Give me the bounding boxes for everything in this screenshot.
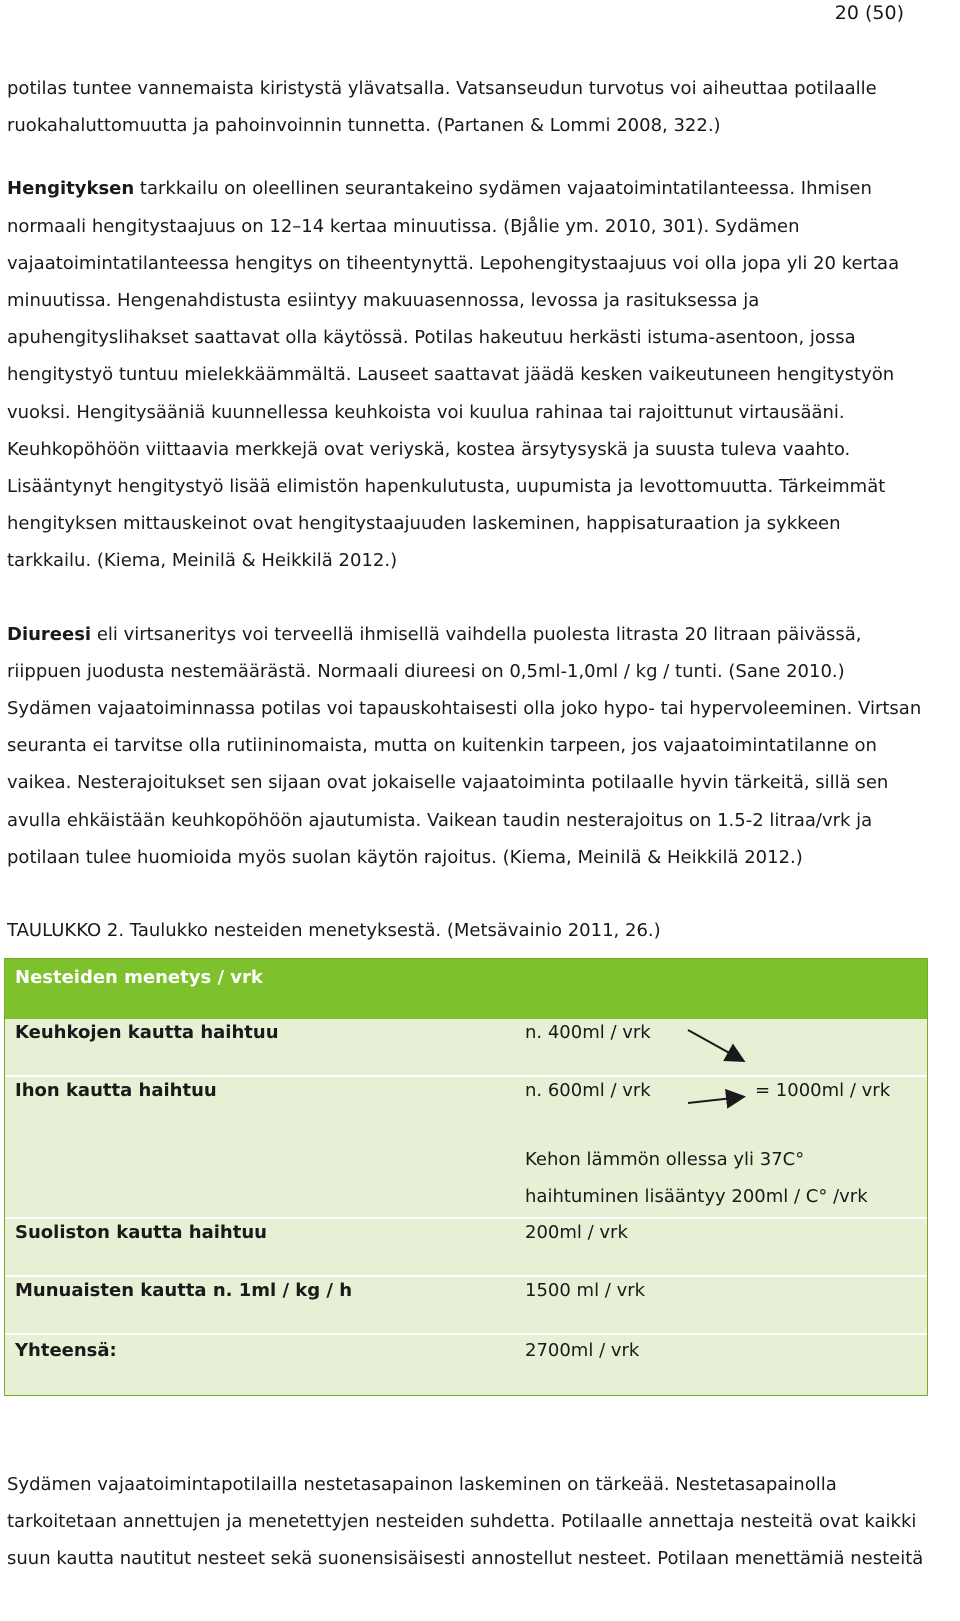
table-row (5, 1219, 927, 1277)
row-value: n. 600ml / vrk (525, 1080, 651, 1101)
row-label: Suoliston kautta haihtuu (15, 1222, 267, 1243)
paragraph-diuresis (7, 616, 927, 876)
table-header: Nesteiden menetys / vrk (5, 959, 927, 1019)
row-label: Yhteensä: (15, 1340, 117, 1361)
row-note: Kehon lämmön ollessa yli 37C° haihtuminen lisääntyy 200ml / C° /vrk (525, 1149, 868, 1207)
row-value: 200ml / vrk (525, 1222, 628, 1243)
row-label: Munuaisten kautta n. 1ml / kg / h (15, 1280, 353, 1301)
bottom-paragraph-wrap (7, 1466, 927, 1578)
row-value: 2700ml / vrk (525, 1340, 640, 1361)
table-caption: TAULUKKO 2. Taulukko nesteiden menetyksestä. (Metsävainio 2011, 26.) (7, 920, 661, 942)
table-row (5, 1277, 927, 1335)
row-value: 1500 ml / vrk (525, 1280, 646, 1301)
sum-arrows-icon (680, 1016, 760, 1116)
body-text (7, 70, 927, 949)
row-label: Ihon kautta haihtuu (15, 1080, 217, 1101)
term-diuresis: Diureesi (7, 623, 92, 645)
table-row (5, 1019, 927, 1077)
table-row (5, 1077, 927, 1219)
row-value: n. 400ml / vrk (525, 1022, 651, 1043)
row-label: Keuhkojen kautta haihtuu (15, 1022, 279, 1043)
term-breathing: Hengityksen (7, 178, 135, 200)
paragraph-diuresis-text: eli virtsaneritys voi terveellä ihmisellä vaihdella puolesta litrasta 20 litraan päivässä, riippuen juodusta nestemäärästä. Normaali diureesi on 0,5ml-1,0ml / kg / tunti. (Sane 2010.) Sydämen vajaatoiminnassa potilas voi tapauskohtaisesti olla joko hypo- tai hypervoleeminen. Virtsan seuranta ei tarvitse olla rutiininomaista, mutta on kuitenkin tarpeen, jos vajaatoimintatilanne on vaikea. Nesterajoitukset sen sijaan ovat jokaiselle vajaatoiminta potilaalle hyvin tärkeitä, sillä sen avulla ehkäistään keuhkopöhöön ajautumista. Vaikean taudin nesterajoitus on 1.5-2 litraa/vrk ja potilaan tulee huomioida myös suolan käytön rajoitus. (Kiema, Meinilä & Heikkilä 2012.) (7, 623, 922, 868)
paragraph-breathing-text: tarkkailu on oleellinen seurantakeino sydämen vajaatoimintatilanteessa. Ihmisen normaali hengitystaajuus on 12–14 kertaa minuutissa. (Bjålie ym. 2010, 301). Sydämen vajaatoimintatilanteessa hengitys on tiheentynyttä. Lepohengitystaajuus voi olla jopa yli 20 kertaa minuutissa. Hengenahdistusta esiintyy makuuasennossa, levossa ja rasituksessa ja apuhengityslihakset saattavat olla käytössä. Potilas hakeutuu herkästi istuma-asentoon, jossa hengitystyö tuntuu mielekkäämmältä. Lauseet saattavat jäädä kesken vaikeutuneen hengitystyön vuoksi. Hengitysääniä kuunnellessa keuhkoista voi kuulua rahinaa tai rajoittunut virtausääni. Keuhkopöhöön viittaavia merkkejä ovat veriyskä, kostea ärsytysyskä ja suusta tuleva vaahto. Lisääntynyt hengitystyö lisää elimistön hapenkulutusta, uupumista ja levottomuutta. Tärkeimmät hengityksen mittauskeinot ovat hengitystaajuuden laskeminen, happisaturaation ja sykkeen tarkkailu. (Kiema, Meinilä & Heikkilä 2012.) (7, 178, 900, 572)
paragraph-fluid-balance: Sydämen vajaatoimintapotilailla nestetasapainon laskeminen on tärkeää. Nestetasapainolla tarkoitetaan annettujen ja menetettyjen nesteiden suhdetta. Potilaalle annettaja nesteitä ovat kaikki suun kautta nautitut nesteet sekä suonensisäisesti annostellut nesteet. Potilaan menettämiä nesteitä (7, 1474, 924, 1570)
table-row (5, 1335, 927, 1395)
row-sum: = 1000ml / vrk (755, 1080, 891, 1101)
fluid-loss-table (4, 958, 928, 1396)
paragraph-breathing (7, 170, 927, 579)
paragraph-1: potilas tuntee vannemaista kiristystä ylävatsalla. Vatsanseudun turvotus voi aiheuttaa potilaalle ruokahaluttomuutta ja pahoinvoinnin tunnetta. (Partanen & Lommi 2008, 322.) (7, 78, 877, 137)
page-number: 20 (50) (834, 2, 904, 24)
